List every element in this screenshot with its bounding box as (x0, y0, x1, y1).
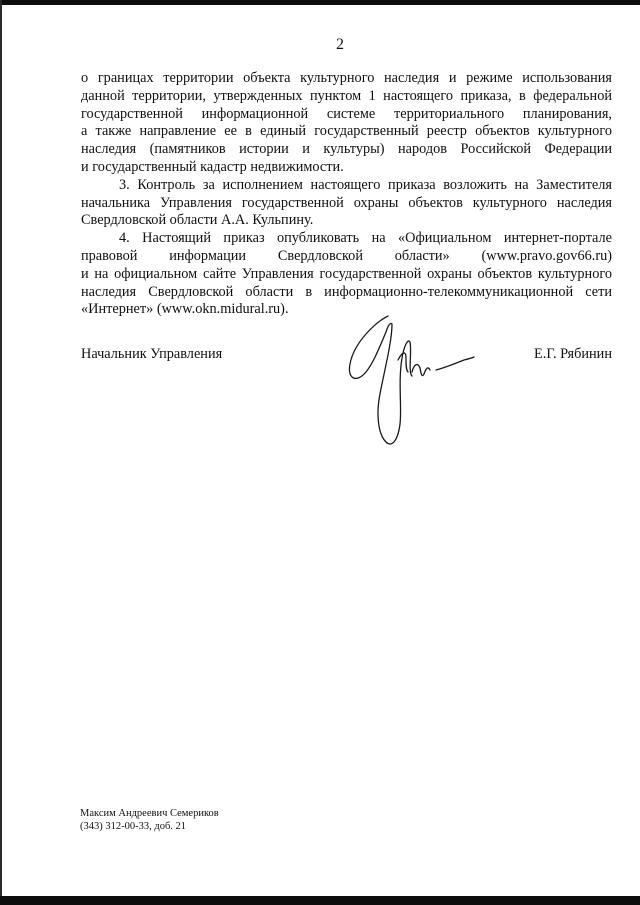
page-number: 2 (336, 36, 344, 53)
text-line: данной территории, утвержденных пунктом 1 настоящего приказа, в федеральной (81, 87, 612, 104)
text-line: правовой информации Свердловской области» (www.pravo.gov66.ru) (81, 247, 612, 264)
text-line: начальника Управления государственной охраны объектов культурного наследия (81, 194, 612, 211)
text-line: наследия (памятников истории и культуры) народов Российской Федерации (81, 141, 612, 158)
paragraph-4 (81, 230, 612, 319)
scan-edge-bottom (0, 896, 640, 905)
text-line: Свердловской области А.А. Кульпину. (81, 212, 314, 229)
signatory-name: Е.Г. Рябинин (534, 346, 612, 362)
executor-name: Максим Андреевич Семериков (80, 808, 219, 819)
text-line: а также направление ее в единый государственный реестр объектов культурного (81, 123, 612, 140)
text-line: о границах территории объекта культурного наследия и режиме использования (81, 70, 612, 86)
text-line: «Интернет» (www.okn.midural.ru). (81, 301, 289, 318)
text-line: государственной информационной системе территориального планирования, (81, 105, 612, 122)
document-body (81, 70, 612, 319)
text-line: и на официальном сайте Управления государственной охраны объектов культурного (81, 265, 612, 282)
text-line: 3. Контроль за исполнением настоящего приказа возложить на Заместителя (119, 176, 612, 193)
executor-info (80, 807, 219, 833)
text-line: 4. Настоящий приказ опубликовать на «Официальном интернет-портале (119, 230, 612, 247)
text-line: и государственный кадастр недвижимости. (81, 158, 344, 175)
executor-phone: (343) 312-00-33, доб. 21 (80, 821, 187, 832)
signatory-title: Начальник Управления (81, 346, 223, 362)
handwritten-signature (336, 312, 486, 452)
paragraph-3 (81, 177, 612, 230)
text-line: наследия Свердловской области в информационно-телекоммуникационной сети (81, 283, 612, 300)
scan-edge-left (0, 0, 2, 905)
scan-edge-top (0, 0, 640, 5)
paragraph-2-continuation (81, 70, 612, 177)
